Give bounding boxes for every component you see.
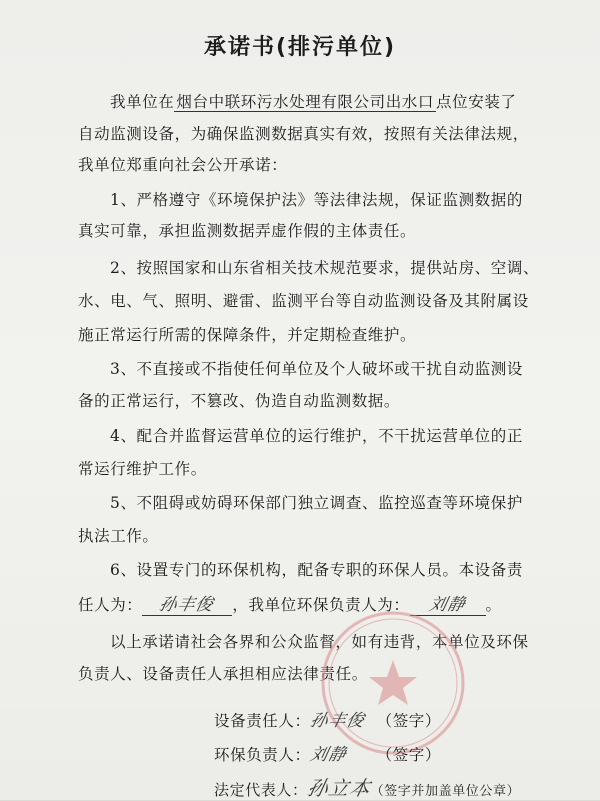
- env-signature: 刘静: [307, 745, 349, 765]
- equipment-person-field: [142, 590, 232, 616]
- body-line-2: 自动监测设备，为确保监测数据真实有效，按照有关法律法规，: [78, 125, 529, 143]
- equipment-signature: 孙丰俊: [307, 711, 367, 731]
- document-title: 承诺书(排污单位): [203, 35, 397, 60]
- clause-6-line-1: 6、设置专门的环保机构，配备专职的环保人员。本设备责: [110, 561, 523, 579]
- body-text: 点位安装了: [436, 93, 517, 111]
- env-signature-label: 环保负责人：: [214, 746, 311, 764]
- body-text: 我单位在: [110, 93, 175, 111]
- clause-2-line-3: 施正常运行所需的保障条件，并定期检查维护。: [78, 326, 417, 344]
- legal-signature: 孙立本: [304, 776, 373, 800]
- clause-1-line-2: 真实可靠，承担监测数据弄虚作假的主体责任。: [78, 222, 417, 240]
- body-line-1: [110, 90, 517, 112]
- closing-line-2: 负责人、设备责任人承担相应法律责任。: [78, 665, 368, 683]
- closing-line-1: 以上承诺请社会各界和公众监督，如有违背，本单位及环保: [110, 633, 529, 651]
- clause-2-line-2: 水、电、气、照明、避雷、监测平台等自动监测设备及其附属设: [78, 292, 529, 310]
- monitoring-point-field: 烟台中联环污水处理有限公司出水口: [176, 93, 435, 111]
- clause-1-line-1: 1、严格遵守《环境保护法》等法律法规，保证监测数据的: [110, 191, 523, 209]
- env-signature-row: [214, 740, 441, 765]
- body-line-3: 我单位郑重向社会公开承诺：: [78, 156, 288, 174]
- clause-3-line-2: 备的正常运行，不篡改、伪造自动监测数据。: [78, 392, 401, 410]
- clause-4-line-2: 常运行维护工作。: [78, 460, 207, 478]
- equipment-person-signature: 孙丰俊: [157, 595, 217, 615]
- legal-signature-label: 法定代表人：: [214, 781, 308, 799]
- company-seal-icon: [318, 608, 468, 758]
- sign-note: （签字）: [376, 712, 442, 730]
- sign-note: （签字）: [376, 746, 442, 764]
- clause-5-line-1: 5、不阻碍或妨碍环保部门独立调查、监控巡查等环境保护: [110, 494, 523, 512]
- clause-2-line-1: 2、按照国家和山东省相关技术规范要求，提供站房、空调、: [110, 259, 540, 277]
- equipment-signature-row: [214, 706, 441, 731]
- body-text: 。: [485, 596, 502, 614]
- env-person-signature: 刘静: [426, 595, 468, 615]
- legal-signature-row: [214, 772, 520, 801]
- sign-and-seal-note: （签字并加盖单位公章）: [370, 784, 521, 799]
- body-text: ，我单位环保负责人为：: [232, 596, 410, 614]
- clause-4-line-1: 4、配合并监督运营单位的运行维护，不干扰运营单位的正: [110, 427, 523, 445]
- body-text: 任人为：: [78, 596, 143, 614]
- equipment-signature-label: 设备责任人：: [214, 712, 311, 730]
- clause-5-line-2: 执法工作。: [78, 527, 159, 545]
- clause-3-line-1: 3、不直接或不指使任何单位及个人破坏或干扰自动监测设: [110, 360, 523, 378]
